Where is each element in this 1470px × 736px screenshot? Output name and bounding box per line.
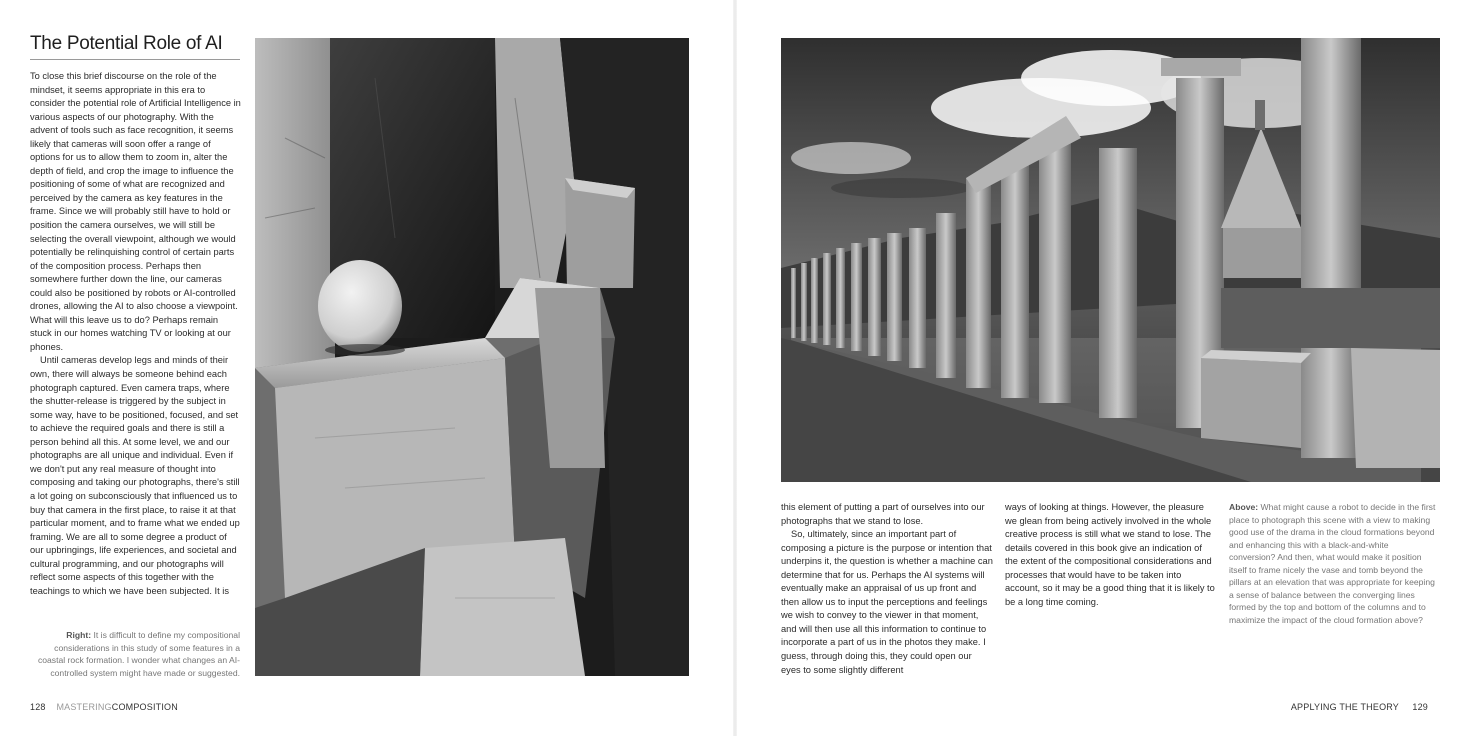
left-caption-label: Right: [66,630,92,640]
running-head-dark: COMPOSITION [111,702,178,712]
left-caption [36,629,240,679]
right-caption-label: Above: [1229,502,1259,512]
right-body-column-1 [781,501,993,677]
rock-formation-illustration [255,38,689,676]
right-caption-text: What might cause a robot to decide in the first place to photograph this scene with a view to making good use of the drama in the cloud formations beyond and enhancing this with a black-and-white conversion? And then, what would make it position itself to frame nicely the vase and tomb beyond the pillars at an elevation that was appropriate for keeping a sense of balance between the converging lines formed by the top and bottom of the columns and to maximize the impact of the cloud formation above? [1229,502,1436,625]
right-body-column-2 [1005,501,1217,609]
right-folio [1291,702,1428,712]
right-col1-paragraph-2: So, ultimately, since an important part of composing a picture is the purpose or intention that underpins it, the question is whether a machine can determine that for us. Perhaps the AI systems will eventually make an appraisal of us up front and then allow us to input the perceptions and feelings we wish to convey to the viewer in that moment, and will then use all this information to continue to incorporate a part of us in the photos they make. I guess, through doing this, they could open our eyes to some slightly different [781,529,993,675]
left-paragraph-2: Until cameras develop legs and minds of their own, there will always be someone behind each photograph captured. Even camera traps, where the shutter-release is triggered by the subject in some way, have to be positioned, focused, and set to achieve the required goals and there is still a person behind all this. At some level, we and our photographs are all unique and individual. Even if we don't put any real measure of thought into composing and taking our photographs, there's still a lot going on subconsciously that influenced us to buy that camera in the first place, to raise it at that particular moment, and to frame what we ended up framing. We are all to some degree a product of our upbringings, life experiences, and societal and cultural programming, and our photographs will reflect some aspects of this together with the teachings to which we have been subjected. It is [30,355,240,596]
right-page-number: 129 [1412,702,1428,712]
left-paragraph-1: To close this brief discourse on the role of the mindset, it seems appropriate in this era to consider the potential role of Artificial Intelligence in various aspects of our photography. With the advent of tools such as face recognition, it seems likely that cameras will soon offer a range of options for us to allow them to zoom in, alter the depth of field, and crop the image to influence the positioning of some of what are recognized and perceived by the camera as key features in the frame. Since we will probably still have to hold or position the camera ourselves, we will still be selecting the overall viewpoint, although we would potentially be relinquishing control of certain parts of the composition process. Perhaps then somewhere further down the line, our cameras could also be positioned by robots or AI-controlled drones, allowing the AI to also choose a viewpoint. What will this leave us to do? Perhaps remain stuck in our homes watching TV or looking at our phones. [30,71,241,352]
rock-formation-photo [255,38,689,676]
running-head-light: MASTERING [56,702,112,712]
right-page [735,0,1470,736]
columns-ruin-illustration [781,38,1440,482]
left-caption-text: It is difficult to define my compositional considerations in this study of some features in a coastal rock formation. I wonder what changes an AI-controlled system might have made or suggested. [37,630,240,678]
right-col1-paragraph-1: this element of putting a part of ourselves into our photographs that we stand to lose. [781,502,985,526]
left-page-number: 128 [30,702,46,712]
right-caption [1229,501,1437,626]
columns-ruin-photo [781,38,1440,482]
right-col2-paragraph: ways of looking at things. However, the pleasure we glean from being actively involved in the whole creative process is still what we stand to lose. The details covered in this book give an indication of the extent of the compositional considerations and processes that would have to be taken into account, so it may be a good thing that it is likely to be a long time coming. [1005,502,1215,607]
section-title: The Potential Role of AI [30,33,240,60]
left-folio [30,702,178,712]
left-body-column [30,70,242,598]
right-running-head: APPLYING THE THEORY [1290,702,1399,712]
